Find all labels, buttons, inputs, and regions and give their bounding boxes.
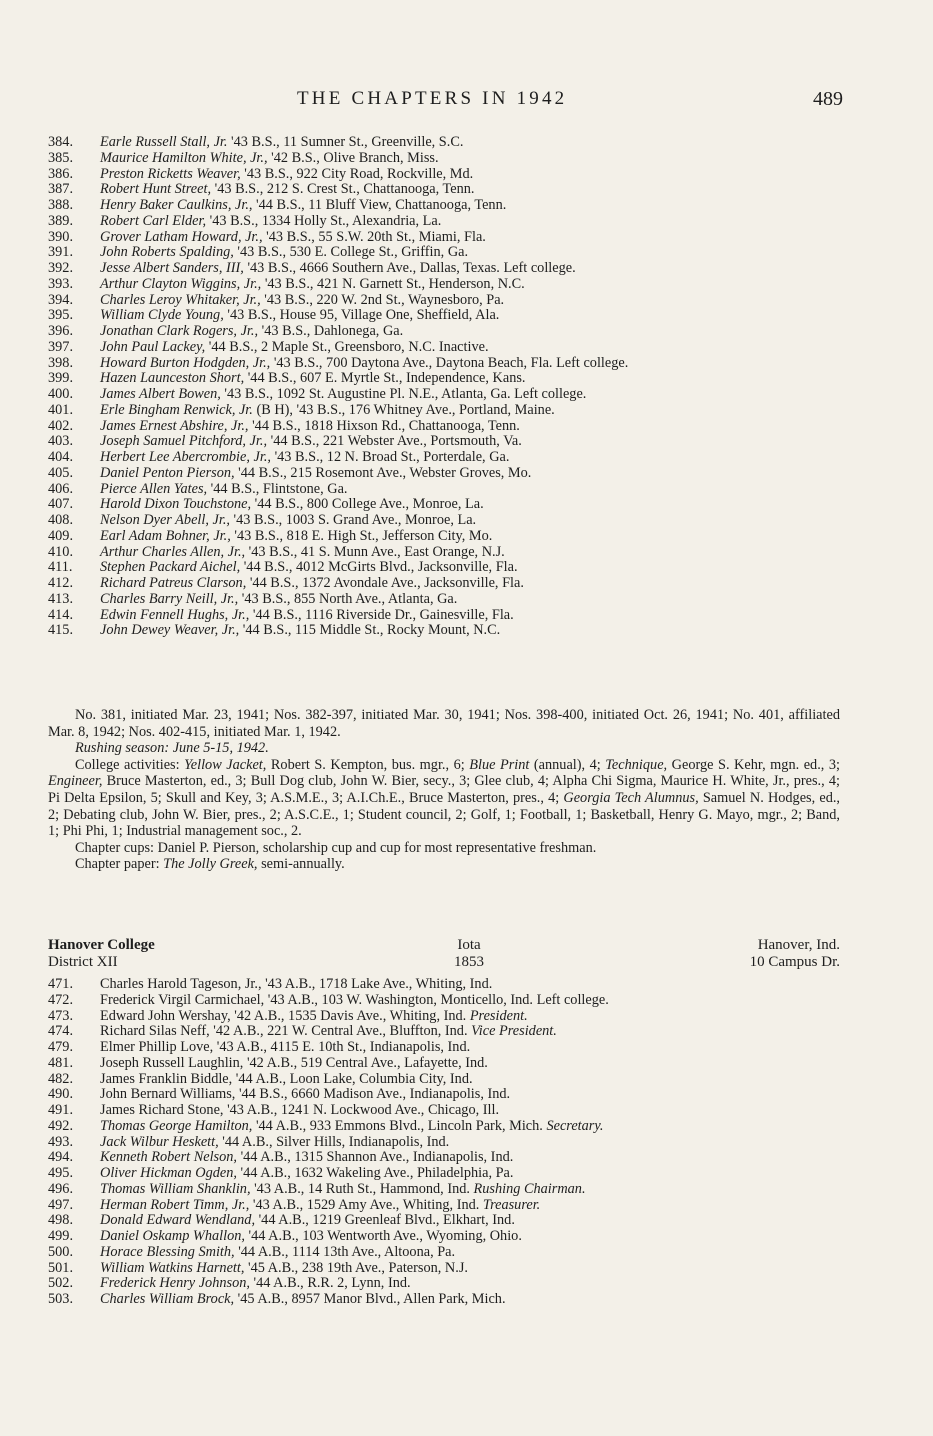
member-name: James Franklin Biddle, xyxy=(100,1070,233,1087)
member-entry xyxy=(48,403,868,419)
member-details: '44 B.S., 221 Webster Ave., Portsmouth, Va. xyxy=(267,433,522,450)
entry-text xyxy=(100,608,514,624)
member-details: '43 A.B., 1529 Amy Ave., Whiting, Ind. xyxy=(249,1196,483,1213)
member-name: Oliver Hickman Ogden, xyxy=(100,1165,237,1181)
entry-number: 410. xyxy=(48,543,74,560)
member-details: '43 A.B., 1241 N. Lockwood Ave., Chicago, Ill. xyxy=(223,1102,500,1118)
member-entry xyxy=(48,371,868,387)
member-details: '44 A.B., R.R. 2, Lynn, Ind. xyxy=(249,1275,411,1292)
member-entry xyxy=(48,576,868,592)
entry-text xyxy=(100,245,468,261)
member-details: '44 B.S., 6660 Madison Ave., Indianapolis, Ind. xyxy=(235,1086,511,1103)
entry-number: 502. xyxy=(48,1275,74,1292)
entry-text xyxy=(100,1261,468,1277)
member-name: Arthur Clayton Wiggins, Jr., xyxy=(100,275,262,292)
college-activities: College activities: Yellow Jacket, Robert S. Kempton, bus. mgr., 6; Blue Print (annual), 4; Technique, George S. Kehr, mgn. ed., 3; Engineer, Bruce Masterton, ed., 3; Bull Dog club, John W. Bier, secy., 3; Glee club, 4; Alpha Chi Sigma, Maurice H. White, Jr., pres., 4; Pi Delta Epsilon, 5; Skull and Key, 3; A.S.M.E., 3; A.I.Ch.E., Bruce Masterton, pres., 4; Georgia Tech Alumnus, Samuel N. Hodges, ed., 2; Debating club, John W. Bier, pres., 2; A.S.C.E., 1; Student council, 2; Golf, 1; Football, 1; Basketball, Henry G. Mayo, mgr., 2; Band, 1; Phi Phi, 1; Industrial management soc., 2. xyxy=(48,756,840,840)
office-note: Rushing Chairman. xyxy=(473,1180,586,1197)
member-details: '43 B.S., 700 Daytona Ave., Daytona Beach, Fla. Left college. xyxy=(270,354,629,371)
member-details: '43 A.B., 103 W. Washington, Monticello, Ind. Left college. xyxy=(264,991,609,1008)
member-entry xyxy=(48,135,868,151)
member-name: John Bernard Williams, xyxy=(100,1086,236,1103)
entry-text xyxy=(100,560,518,576)
member-details: '44 B.S., 4012 McGirts Blvd., Jacksonville, Fla. xyxy=(240,559,518,576)
entry-number: 387. xyxy=(48,181,74,198)
entry-text xyxy=(100,324,403,340)
college-name: Hanover College xyxy=(48,937,155,953)
member-details: '44 A.B., 1632 Wakeling Ave., Philadelphia, Pa. xyxy=(236,1165,514,1181)
member-details: '44 B.S., 1372 Avondale Ave., Jacksonville, Fla. xyxy=(246,575,524,591)
member-name: Arthur Charles Allen, Jr., xyxy=(100,543,246,560)
member-entry xyxy=(48,1009,868,1025)
member-name: Pierce Allen Yates, xyxy=(100,480,208,497)
member-name: Frederick Virgil Carmichael, xyxy=(100,991,265,1008)
college-heading xyxy=(48,937,840,971)
entry-number: 415. xyxy=(48,622,74,639)
entry-text xyxy=(100,230,486,246)
entry-text xyxy=(100,513,476,529)
entry-text xyxy=(100,1103,499,1119)
entry-number: 471. xyxy=(48,976,74,992)
member-entry xyxy=(48,1024,868,1040)
member-name: Joseph Samuel Pitchford, Jr., xyxy=(100,433,268,450)
member-name: William Watkins Harnett, xyxy=(100,1259,245,1276)
entry-text xyxy=(100,993,609,1009)
member-name: John Roberts Spalding, xyxy=(100,244,234,261)
member-entry xyxy=(48,1245,868,1261)
member-name: Maurice Hamilton White, Jr., xyxy=(100,149,268,166)
member-details: '44 A.B., 933 Emmons Blvd., Lincoln Park, Mich. xyxy=(252,1117,547,1134)
member-name: Frederick Henry Johnson, xyxy=(100,1275,250,1292)
entry-text xyxy=(100,482,348,498)
entry-number: 398. xyxy=(48,354,74,371)
entry-text xyxy=(100,1182,586,1198)
member-entry xyxy=(48,529,868,545)
entry-number: 394. xyxy=(48,291,74,308)
member-details: '43 B.S., 12 N. Broad St., Porterdale, Ga. xyxy=(271,449,510,465)
entry-number: 402. xyxy=(48,417,74,434)
member-name: John Paul Lackey, xyxy=(100,338,206,355)
member-name: Henry Baker Caulkins, Jr., xyxy=(100,197,253,213)
member-entry xyxy=(48,466,868,482)
member-entry xyxy=(48,497,868,513)
member-name: Nelson Dyer Abell, Jr., xyxy=(100,512,230,528)
entry-number: 396. xyxy=(48,323,74,339)
entry-number: 494. xyxy=(48,1149,74,1166)
entry-text xyxy=(100,1245,455,1261)
member-entry xyxy=(48,1103,868,1119)
office-note: Vice President. xyxy=(471,1023,557,1040)
member-entry xyxy=(48,245,868,261)
entry-number: 497. xyxy=(48,1196,74,1213)
member-name: Charles Barry Neill, Jr., xyxy=(100,590,239,607)
entry-number: 397. xyxy=(48,338,74,355)
entry-number: 496. xyxy=(48,1180,74,1197)
college-location: Hanover, Ind. xyxy=(757,937,840,953)
member-name: Earle Russell Stall, Jr. xyxy=(100,134,228,150)
entry-text xyxy=(100,1229,522,1245)
chapter-name: Iota xyxy=(457,937,481,953)
founding-year: 1853 xyxy=(453,954,484,970)
member-name: Horace Blessing Smith, xyxy=(100,1243,235,1260)
entry-text xyxy=(100,1087,510,1103)
entry-text xyxy=(100,576,524,592)
entry-number: 503. xyxy=(48,1291,74,1307)
member-entry xyxy=(48,623,868,639)
entry-number: 499. xyxy=(48,1228,74,1244)
member-name: Kenneth Robert Nelson, xyxy=(100,1149,237,1166)
entry-number: 481. xyxy=(48,1054,74,1071)
entry-number: 472. xyxy=(48,991,74,1008)
entry-number: 479. xyxy=(48,1039,74,1055)
member-name: Charles Leroy Whitaker, Jr., xyxy=(100,291,261,308)
entry-text xyxy=(100,340,489,356)
member-details: '44 B.S., 1116 Riverside Dr., Gainesville, Fla. xyxy=(249,606,514,623)
member-details: '42 A.B., 1535 Davis Ave., Whiting, Ind. xyxy=(230,1007,470,1024)
entry-text xyxy=(100,403,555,419)
member-details: '44 A.B., Loon Lake, Columbia City, Ind. xyxy=(232,1070,473,1087)
page-header xyxy=(0,88,933,116)
entry-text xyxy=(100,623,500,639)
member-name: Stephen Packard Aichel, xyxy=(100,559,241,576)
entry-text xyxy=(100,450,509,466)
running-title: THE CHAPTERS IN 1942 xyxy=(297,88,568,109)
entry-number: 395. xyxy=(48,307,74,324)
member-entry xyxy=(48,1229,868,1245)
member-name: Harold Dixon Touchstone, xyxy=(100,496,252,513)
entry-number: 411. xyxy=(48,559,73,576)
member-entry xyxy=(48,167,868,183)
member-details: (B H), '43 B.S., 176 Whitney Ave., Portland, Maine. xyxy=(252,401,555,418)
member-details: '43 B.S., 818 E. High St., Jefferson City, Mo. xyxy=(230,527,493,544)
member-entry xyxy=(48,608,868,624)
entry-text xyxy=(100,1056,488,1072)
member-details: '43 B.S., Dahlonega, Ga. xyxy=(258,323,404,339)
member-name: Robert Hunt Street, xyxy=(100,181,212,198)
member-entry xyxy=(48,387,868,403)
member-entry xyxy=(48,1276,868,1292)
entry-number: 404. xyxy=(48,449,74,465)
entry-number: 407. xyxy=(48,496,74,513)
member-details: '43 A.B., 1718 Lake Ave., Whiting, Ind. xyxy=(261,976,493,992)
member-details: '43 B.S., 11 Sumner St., Greenville, S.C. xyxy=(227,134,464,150)
member-details: '42 B.S., Olive Branch, Miss. xyxy=(267,149,439,166)
member-entry xyxy=(48,1261,868,1277)
member-name: Herbert Lee Abercrombie, Jr., xyxy=(100,449,271,465)
member-entry xyxy=(48,151,868,167)
entry-number: 393. xyxy=(48,275,74,292)
member-entry xyxy=(48,1056,868,1072)
entry-number: 406. xyxy=(48,480,74,497)
member-entry xyxy=(48,1135,868,1151)
entry-text xyxy=(100,356,628,372)
entry-number: 389. xyxy=(48,212,74,229)
entry-text xyxy=(100,277,525,293)
entry-text xyxy=(100,529,492,545)
page-number: 489 xyxy=(813,88,843,110)
entry-text xyxy=(100,182,474,198)
member-details: '43 B.S., 1003 S. Grand Ave., Monroe, La. xyxy=(229,512,477,528)
entry-text xyxy=(100,198,506,214)
entry-number: 388. xyxy=(48,197,74,213)
member-name: Joseph Russell Laughlin, xyxy=(100,1054,244,1071)
entry-number: 474. xyxy=(48,1023,74,1040)
member-details: '45 A.B., 8957 Manor Blvd., Allen Park, Mich. xyxy=(234,1291,506,1307)
entry-number: 405. xyxy=(48,464,74,481)
member-details: '44 A.B., Silver Hills, Indianapolis, Ind. xyxy=(218,1133,450,1150)
chapter-cups: Chapter cups: Daniel P. Pierson, scholarship cup and cup for most representative freshman. xyxy=(75,839,597,856)
member-details: '42 A.B., 519 Central Ave., Lafayette, Ind. xyxy=(243,1054,488,1071)
district: District XII xyxy=(48,954,118,970)
member-details: '44 A.B., 103 Wentworth Ave., Wyoming, Ohio. xyxy=(244,1228,522,1244)
member-list-hanover xyxy=(48,977,868,1308)
member-name: Grover Latham Howard, Jr., xyxy=(100,228,263,245)
member-name: Richard Patreus Clarson, xyxy=(100,575,247,591)
entry-number: 495. xyxy=(48,1165,74,1181)
member-details: '44 A.B., 1114 13th Ave., Altoona, Pa. xyxy=(234,1243,456,1260)
member-name: Jack Wilbur Heskett, xyxy=(100,1133,219,1150)
member-details: '42 A.B., 221 W. Central Ave., Bluffton, Ind. xyxy=(209,1023,472,1040)
entry-number: 392. xyxy=(48,260,74,276)
member-name: Howard Burton Hodgden, Jr., xyxy=(100,354,271,371)
member-entry xyxy=(48,1182,868,1198)
entry-text xyxy=(100,308,499,324)
member-name: Earl Adam Bohner, Jr., xyxy=(100,527,231,544)
member-name: Charles William Brock, xyxy=(100,1291,235,1307)
member-name: Thomas William Shanklin, xyxy=(100,1180,251,1197)
member-details: '43 B.S., House 95, Village One, Sheffield, Ala. xyxy=(223,307,500,324)
entry-text xyxy=(100,466,531,482)
entry-text xyxy=(100,1166,513,1182)
member-entry xyxy=(48,1040,868,1056)
member-details: '43 B.S., 4666 Southern Ave., Dallas, Texas. Left college. xyxy=(243,260,576,276)
member-entry xyxy=(48,356,868,372)
entry-text xyxy=(100,151,439,167)
member-name: Robert Carl Elder, xyxy=(100,212,207,229)
member-name: Daniel Oskamp Whallon, xyxy=(100,1228,245,1244)
entry-text xyxy=(100,1150,513,1166)
member-entry xyxy=(48,261,868,277)
entry-text xyxy=(100,1135,449,1151)
entry-text xyxy=(100,214,441,230)
entry-text xyxy=(100,387,586,403)
member-entry xyxy=(48,214,868,230)
member-details: '43 B.S., 55 S.W. 20th St., Miami, Fla. xyxy=(262,228,486,245)
entry-number: 408. xyxy=(48,512,74,528)
entry-number: 400. xyxy=(48,386,74,402)
member-name: Edward John Wershay, xyxy=(100,1007,231,1024)
member-name: Charles Harold Tageson, Jr., xyxy=(100,976,262,992)
member-details: '43 B.S., 212 S. Crest St., Chattanooga, Tenn. xyxy=(211,181,475,198)
entry-text xyxy=(100,1072,473,1088)
member-name: Daniel Penton Pierson, xyxy=(100,464,235,481)
entry-number: 390. xyxy=(48,228,74,245)
member-list-georgia-tech xyxy=(48,135,868,639)
member-name: William Clyde Young, xyxy=(100,307,224,324)
member-details: '44 B.S., 607 E. Myrtle St., Independence, Kans. xyxy=(244,370,526,387)
member-name: Hazen Launceston Short, xyxy=(100,370,245,387)
entry-text xyxy=(100,1024,557,1040)
entry-text xyxy=(100,1119,604,1135)
entry-number: 498. xyxy=(48,1212,74,1229)
member-entry xyxy=(48,340,868,356)
member-name: John Dewey Weaver, Jr., xyxy=(100,622,240,639)
chapter-paper: Chapter paper: The Jolly Greek, semi-annually. xyxy=(75,856,345,873)
member-entry xyxy=(48,293,868,309)
office-note: President. xyxy=(469,1007,528,1024)
member-details: '44 B.S., 800 College Ave., Monroe, La. xyxy=(251,496,484,513)
member-details: '44 A.B., 1315 Shannon Ave., Indianapolis, Ind. xyxy=(237,1149,514,1166)
member-entry xyxy=(48,592,868,608)
member-entry xyxy=(48,482,868,498)
member-entry xyxy=(48,513,868,529)
member-name: Preston Ricketts Weaver, xyxy=(100,165,241,182)
member-details: '43 B.S., 1334 Holly St., Alexandria, La. xyxy=(206,212,442,229)
member-details: '43 B.S., 855 North Ave., Atlanta, Ga. xyxy=(238,590,458,607)
entry-text xyxy=(100,293,504,309)
entry-number: 413. xyxy=(48,590,74,607)
member-entry xyxy=(48,198,868,214)
member-name: James Albert Bowen, xyxy=(100,386,221,402)
member-entry xyxy=(48,230,868,246)
member-name: Jesse Albert Sanders, III, xyxy=(100,260,244,276)
member-details: '44 B.S., 1818 Hixson Rd., Chattanooga, Tenn. xyxy=(248,417,520,434)
entry-number: 409. xyxy=(48,527,74,544)
entry-number: 399. xyxy=(48,370,74,387)
member-entry xyxy=(48,1166,868,1182)
member-details: '43 B.S., 421 N. Garnett St., Henderson, N.C. xyxy=(261,275,525,292)
entry-text xyxy=(100,497,484,513)
member-details: '44 B.S., 215 Rosemont Ave., Webster Groves, Mo. xyxy=(234,464,532,481)
entry-number: 501. xyxy=(48,1259,74,1276)
member-entry xyxy=(48,182,868,198)
member-details: '43 B.S., 922 City Road, Rockville, Md. xyxy=(240,165,474,182)
member-entry xyxy=(48,977,868,993)
entry-text xyxy=(100,545,505,561)
rushing-season: Rushing season: June 5-15, 1942. xyxy=(75,740,269,757)
member-details: '44 B.S., 2 Maple St., Greensboro, N.C. Inactive. xyxy=(205,338,489,355)
member-details: '43 A.B., 14 Ruth St., Hammond, Ind. xyxy=(250,1180,474,1197)
entry-number: 385. xyxy=(48,149,74,166)
office-note: Treasurer. xyxy=(482,1196,541,1213)
entry-number: 482. xyxy=(48,1070,74,1087)
member-details: '44 B.S., 115 Middle St., Rocky Mount, N.C. xyxy=(239,622,501,639)
member-details: '45 A.B., 238 19th Ave., Paterson, N.J. xyxy=(244,1259,468,1276)
member-entry xyxy=(48,1119,868,1135)
member-details: '43 B.S., 1092 St. Augustine Pl. N.E., Atlanta, Ga. Left college. xyxy=(220,386,587,402)
chapter-notes xyxy=(48,707,840,873)
entry-text xyxy=(100,135,463,151)
entry-text xyxy=(100,1009,528,1025)
member-name: Edwin Fennell Hughs, Jr., xyxy=(100,606,250,623)
member-name: Donald Edward Wendland, xyxy=(100,1212,256,1229)
member-entry xyxy=(48,1150,868,1166)
office-note: Secretary. xyxy=(546,1117,604,1134)
member-name: Richard Silas Neff, xyxy=(100,1023,210,1040)
member-entry xyxy=(48,450,868,466)
entry-text xyxy=(100,261,576,277)
member-details: '43 B.S., 220 W. 2nd St., Waynesboro, Pa. xyxy=(260,291,505,308)
initiation-paragraph: No. 381, initiated Mar. 23, 1941; Nos. 382-397, initiated Mar. 30, 1941; Nos. 398-400, initiated Oct. 26, 1941; No. 401, affiliated Mar. 8, 1942; Nos. 402-415, initiated Mar. 1, 1942. xyxy=(48,707,840,740)
entry-number: 401. xyxy=(48,401,74,418)
member-details: '43 A.B., 4115 E. 10th St., Indianapolis, Ind. xyxy=(213,1039,471,1055)
entry-text xyxy=(100,167,473,183)
entry-text xyxy=(100,419,520,435)
entry-number: 473. xyxy=(48,1007,74,1024)
chapter-address: 10 Campus Dr. xyxy=(749,954,840,970)
entry-number: 493. xyxy=(48,1133,74,1150)
member-name: Erle Bingham Renwick, Jr. xyxy=(100,401,253,418)
member-entry xyxy=(48,324,868,340)
member-entry xyxy=(48,1292,868,1308)
member-entry xyxy=(48,993,868,1009)
member-name: Herman Robert Timm, Jr., xyxy=(100,1196,250,1213)
member-entry xyxy=(48,1087,868,1103)
entry-number: 490. xyxy=(48,1086,74,1103)
member-name: Jonathan Clark Rogers, Jr., xyxy=(100,323,259,339)
entry-number: 414. xyxy=(48,606,74,623)
member-details: '43 B.S., 530 E. College St., Griffin, Ga. xyxy=(233,244,469,261)
entry-number: 403. xyxy=(48,433,74,450)
entry-text xyxy=(100,592,457,608)
entry-text xyxy=(100,1040,470,1056)
member-entry xyxy=(48,1072,868,1088)
member-entry xyxy=(48,419,868,435)
member-details: '44 A.B., 1219 Greenleaf Blvd., Elkhart, Ind. xyxy=(255,1212,515,1229)
entry-number: 391. xyxy=(48,244,74,261)
member-entry xyxy=(48,545,868,561)
member-entry xyxy=(48,560,868,576)
member-entry xyxy=(48,434,868,450)
entry-text xyxy=(100,977,492,993)
member-name: James Ernest Abshire, Jr., xyxy=(100,417,249,434)
member-details: '44 B.S., 11 Bluff View, Chattanooga, Tenn. xyxy=(252,197,507,213)
entry-number: 500. xyxy=(48,1243,74,1260)
entry-text xyxy=(100,1292,506,1308)
member-entry xyxy=(48,277,868,293)
member-name: Elmer Phillip Love, xyxy=(100,1039,214,1055)
entry-text xyxy=(100,371,525,387)
entry-text xyxy=(100,1276,411,1292)
entry-number: 492. xyxy=(48,1117,74,1134)
member-entry xyxy=(48,308,868,324)
member-entry xyxy=(48,1213,868,1229)
entry-text xyxy=(100,434,522,450)
entry-text xyxy=(100,1213,515,1229)
entry-number: 386. xyxy=(48,165,74,182)
entry-text xyxy=(100,1198,540,1214)
entry-number: 491. xyxy=(48,1102,74,1118)
member-details: '43 B.S., 41 S. Munn Ave., East Orange, N.J. xyxy=(245,543,505,560)
member-entry xyxy=(48,1198,868,1214)
member-details: '44 B.S., Flintstone, Ga. xyxy=(207,480,348,497)
entry-number: 384. xyxy=(48,134,74,150)
member-name: James Richard Stone, xyxy=(100,1102,224,1118)
entry-number: 412. xyxy=(48,575,74,591)
member-name: Thomas George Hamilton, xyxy=(100,1117,253,1134)
